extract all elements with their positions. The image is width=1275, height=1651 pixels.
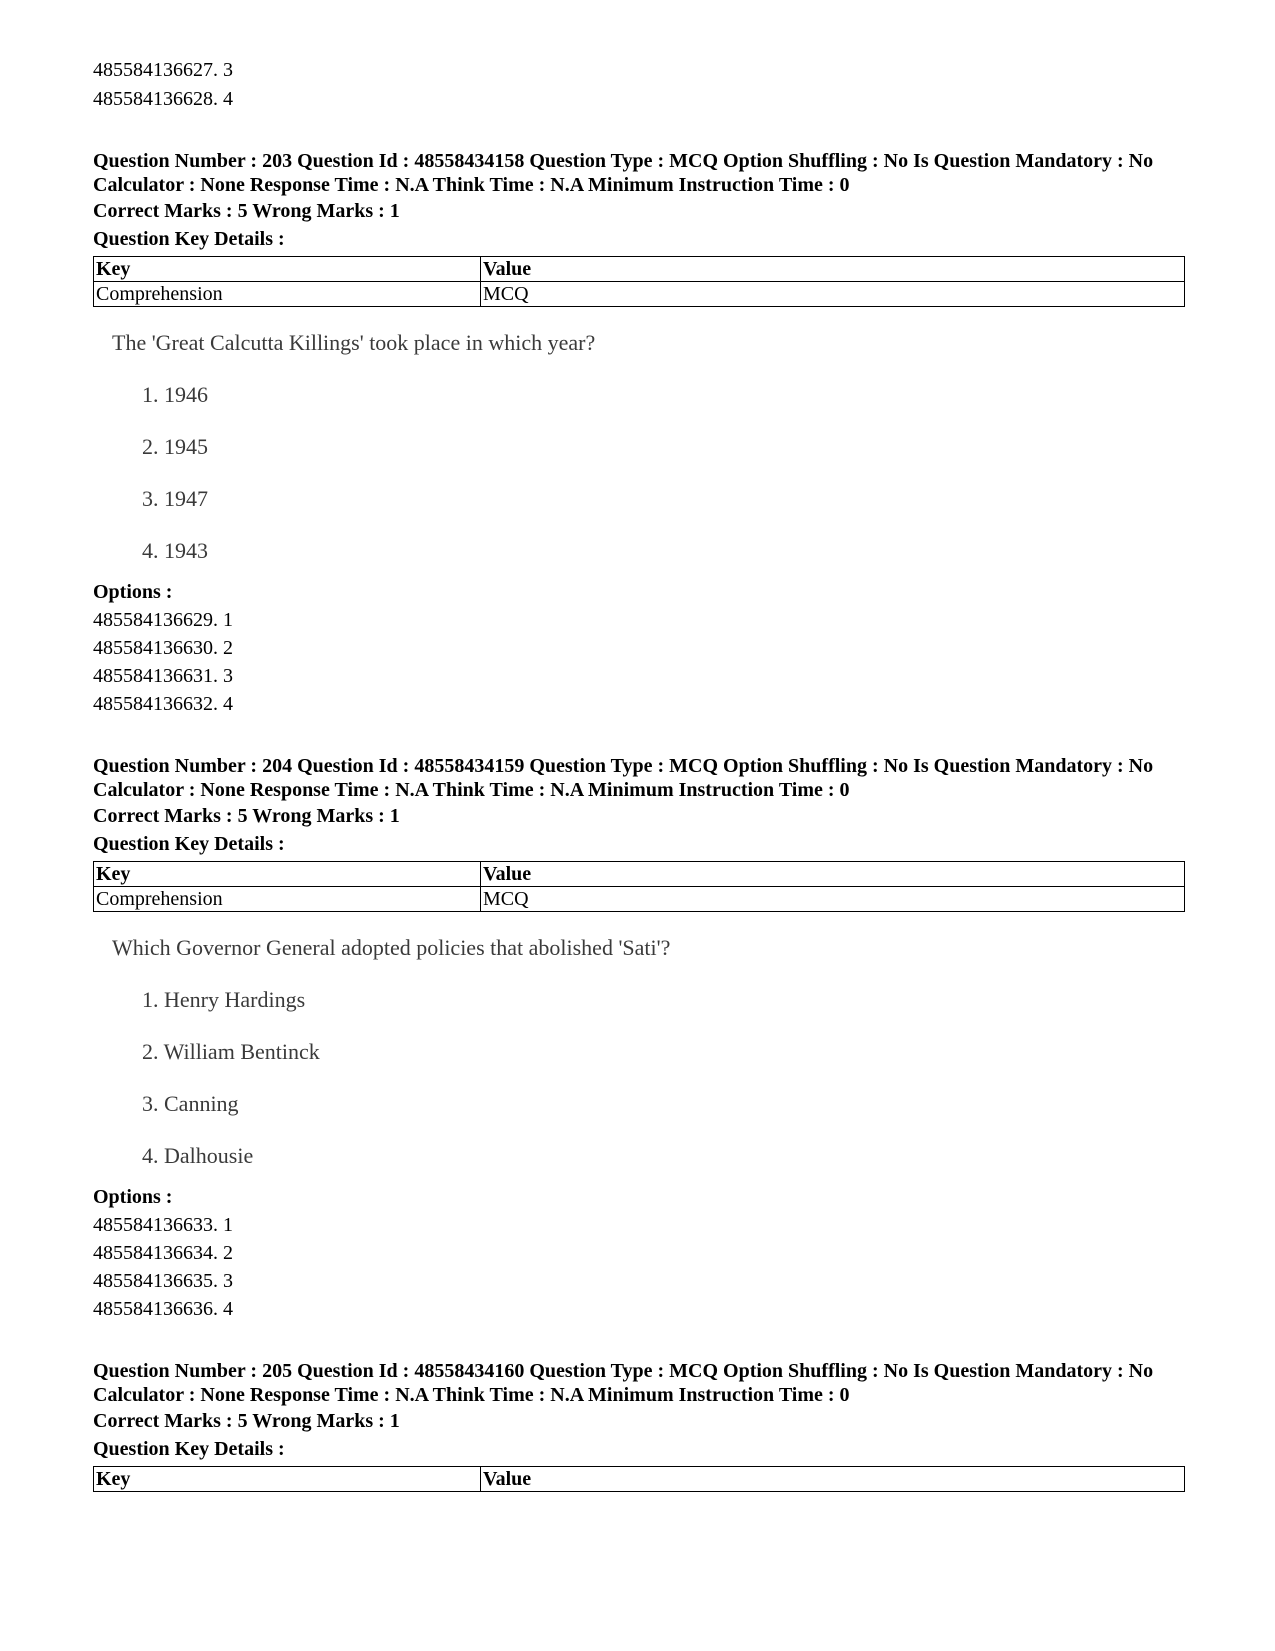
option-line: 485584136632. 4 (93, 693, 233, 715)
question-key-table (93, 256, 1185, 307)
marks-line: Correct Marks : 5 Wrong Marks : 1 (93, 200, 400, 222)
option-line: 485584136630. 2 (93, 637, 233, 659)
question-key-table (93, 1466, 1185, 1492)
key-details-label: Question Key Details : (93, 833, 285, 855)
answer-choice: 2. 1945 (142, 434, 208, 459)
table-header-key: Key (94, 1467, 481, 1492)
answer-choice: 2. William Bentinck (142, 1039, 320, 1064)
answer-choice: 4. Dalhousie (142, 1143, 254, 1168)
option-line: 485584136635. 3 (93, 1270, 233, 1292)
question-header: Question Number : 205 Question Id : 48558434160 Question Type : MCQ Option Shuffling : No Is Question Mandatory : No Calculator : None Response Time : N.A Think Time : N.A Minimum Instruction Time : 0 (93, 1360, 1154, 1406)
table-header-key: Key (94, 862, 481, 887)
option-line: 485584136636. 4 (93, 1298, 233, 1320)
key-details-label: Question Key Details : (93, 1438, 285, 1460)
option-line: 485584136627. 3 (93, 59, 233, 81)
option-line: 485584136629. 1 (93, 609, 233, 631)
option-line: 485584136628. 4 (93, 88, 233, 110)
question-header: Question Number : 203 Question Id : 48558434158 Question Type : MCQ Option Shuffling : No Is Question Mandatory : No Calculator : None Response Time : N.A Think Time : N.A Minimum Instruction Time : 0 (93, 150, 1154, 196)
answer-choice: 3. Canning (142, 1091, 239, 1116)
option-line: 485584136633. 1 (93, 1214, 233, 1236)
question-header: Question Number : 204 Question Id : 48558434159 Question Type : MCQ Option Shuffling : No Is Question Mandatory : No Calculator : None Response Time : N.A Think Time : N.A Minimum Instruction Time : 0 (93, 755, 1154, 801)
options-label: Options : (93, 1186, 173, 1208)
answer-choice: 4. 1943 (142, 538, 208, 563)
option-line: 485584136634. 2 (93, 1242, 233, 1264)
answer-choice: 3. 1947 (142, 486, 208, 511)
question-text: Which Governor General adopted policies that abolished 'Sati'? (112, 935, 671, 960)
key-details-label: Question Key Details : (93, 228, 285, 250)
table-header-value: Value (481, 257, 1185, 282)
answer-choice: 1. 1946 (142, 382, 208, 407)
table-header-value: Value (481, 862, 1185, 887)
table-header-value: Value (481, 1467, 1185, 1492)
answer-choice: 1. Henry Hardings (142, 987, 306, 1012)
table-cell-value: MCQ (481, 282, 1185, 307)
table-cell-key: Comprehension (94, 887, 481, 912)
question-text: The 'Great Calcutta Killings' took place in which year? (112, 330, 596, 355)
table-cell-key: Comprehension (94, 282, 481, 307)
marks-line: Correct Marks : 5 Wrong Marks : 1 (93, 1410, 400, 1432)
options-label: Options : (93, 581, 173, 603)
question-key-table (93, 861, 1185, 912)
option-line: 485584136631. 3 (93, 665, 233, 687)
table-cell-value: MCQ (481, 887, 1185, 912)
marks-line: Correct Marks : 5 Wrong Marks : 1 (93, 805, 400, 827)
table-header-key: Key (94, 257, 481, 282)
